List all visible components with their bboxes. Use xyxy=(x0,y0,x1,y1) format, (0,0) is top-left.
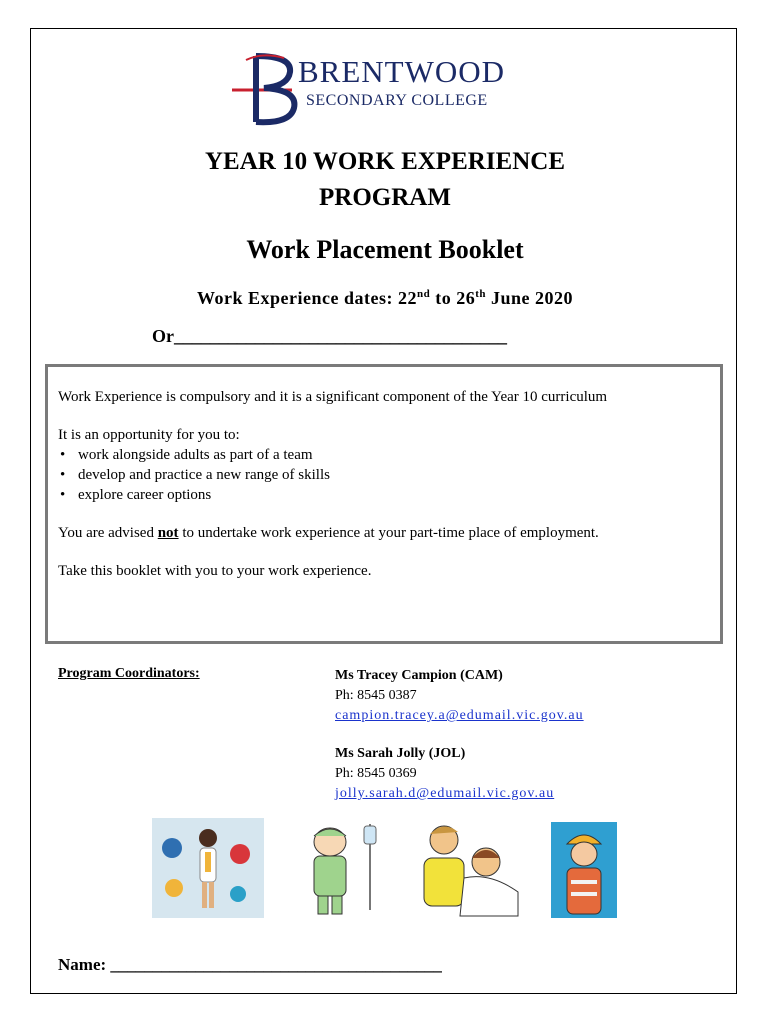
opportunity-list xyxy=(58,445,710,505)
alternate-dates-line: Or_____________________________________ xyxy=(152,326,507,346)
coordinator-contact-jolly xyxy=(335,744,554,804)
info-paragraph-compulsory: Work Experience is compulsory and it is a significant component of the Year 10 curriculum xyxy=(58,389,608,405)
coordinator-name: Ms Sarah Jolly (JOL) xyxy=(335,746,466,761)
list-item: • explore career options xyxy=(78,485,710,505)
name-field-line: Name: _______________________________________ xyxy=(58,955,442,974)
school-logo xyxy=(232,52,542,126)
coordinators-label: Program Coordinators: xyxy=(58,666,200,681)
title-line-2: PROGRAM xyxy=(319,184,451,211)
professional-woman-clipart xyxy=(152,818,264,918)
nurse-clipart xyxy=(290,818,390,918)
work-experience-dates: Work Experience dates: 22nd to 26th June 2020 xyxy=(196,288,574,308)
booklet-subtitle: Work Placement Booklet xyxy=(246,235,524,264)
construction-worker-clipart xyxy=(551,822,617,918)
coordinator-contact-campion xyxy=(335,666,584,726)
title-line-1: YEAR 10 WORK EXPERIENCE xyxy=(205,148,565,175)
coordinator-phone: Ph: 8545 0369 xyxy=(335,766,417,781)
info-paragraph-advice: You are advised not to undertake work experience at your part-time place of employment. xyxy=(58,525,599,541)
list-item: • work alongside adults as part of a team xyxy=(78,445,710,465)
coordinator-phone: Ph: 8545 0387 xyxy=(335,688,417,703)
coordinator-email-link[interactable]: campion.tracey.a@edumail.vic.gov.au xyxy=(335,708,584,723)
logo-text-brentwood: BRENTWOOD xyxy=(298,54,506,89)
hairdresser-clipart xyxy=(410,818,522,918)
info-box xyxy=(45,364,723,644)
coordinator-name: Ms Tracey Campion (CAM) xyxy=(335,668,503,683)
logo-text-college: SECONDARY COLLEGE xyxy=(306,92,488,109)
coordinator-email-link[interactable]: jolly.sarah.d@edumail.vic.gov.au xyxy=(335,786,555,801)
info-opportunity-intro: It is an opportunity for you to: xyxy=(58,427,240,443)
info-paragraph-booklet: Take this booklet with you to your work experience. xyxy=(58,563,372,579)
list-item: • develop and practice a new range of skills xyxy=(78,465,710,485)
